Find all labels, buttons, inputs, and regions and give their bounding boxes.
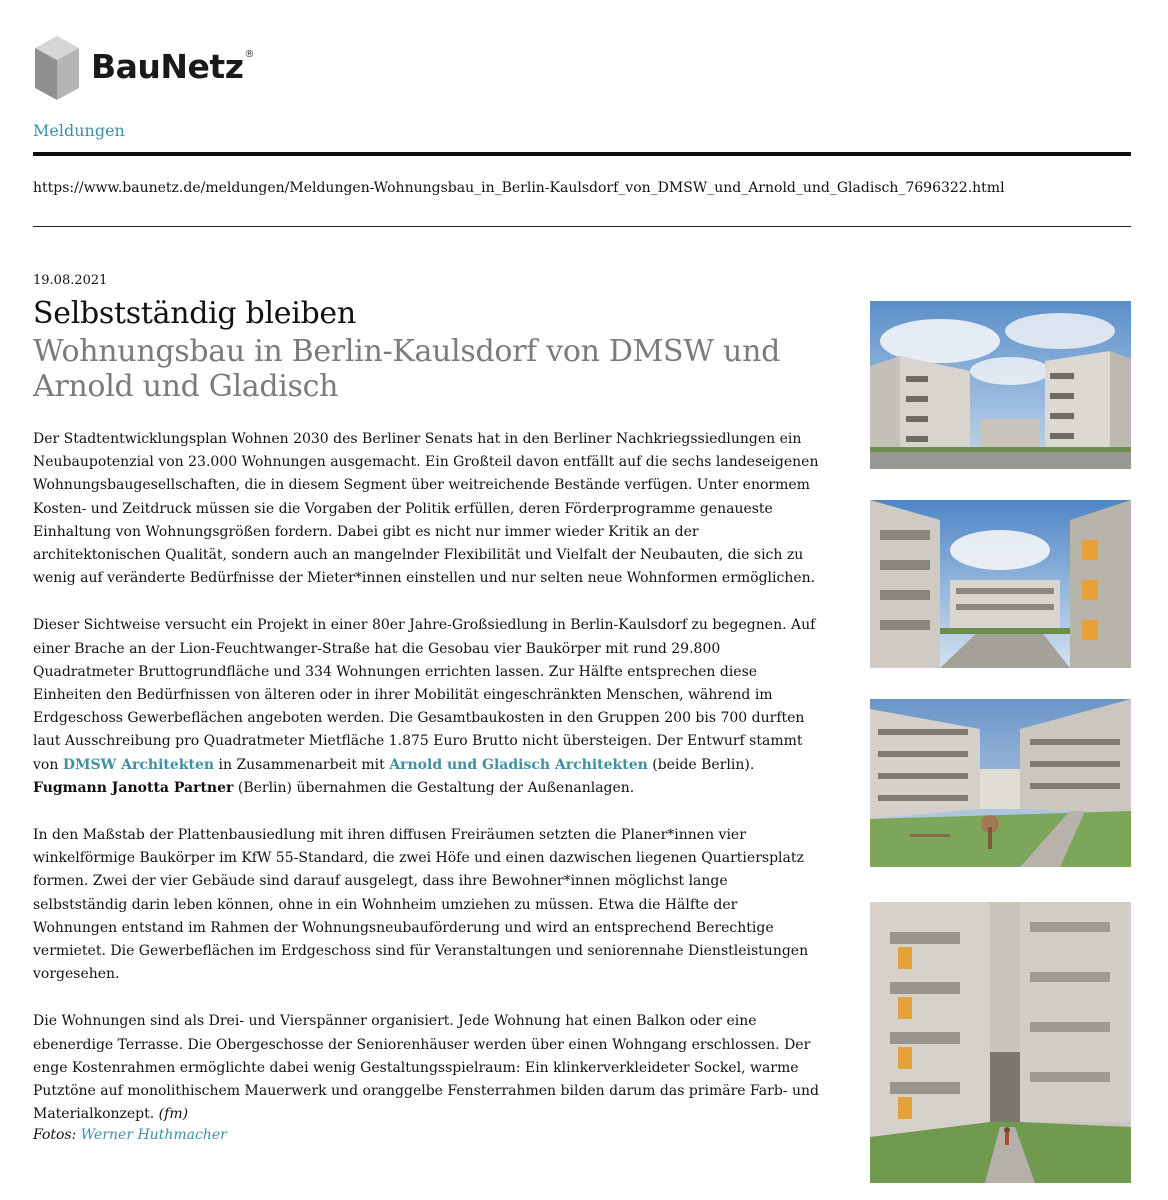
photo-3[interactable] [870,699,1131,867]
logo-wordmark: BauNetz [91,46,244,86]
logo-cube-icon [33,34,81,102]
article-url: https://www.baunetz.de/meldungen/Meldungen-Wohnungsbau_in_Berlin-Kaulsdorf_von_DMSW_und_Arnold_und_Gladisch_7696322.html [33,180,1005,196]
fugmann-janotta-partner: Fugmann Janotta Partner [33,779,234,796]
section-link-meldungen[interactable]: Meldungen [33,121,125,140]
article-body [33,428,823,1150]
link-dmsw-architekten[interactable]: DMSW Architekten [62,756,215,773]
article-date: 19.08.2021 [33,273,108,288]
article-subtitle: Wohnungsbau in Berlin-Kaulsdorf von DMSW und Arnold und Gladisch [33,334,780,404]
paragraph-2 [33,614,823,800]
photo-caption [33,1127,227,1143]
caption-label: Fotos: [33,1127,77,1143]
paragraph-2-text-c: (beide Berlin). [647,756,755,773]
author-initials: (fm) [158,1106,189,1123]
article-title: Selbstständig bleiben [33,296,356,331]
paragraph-2-text-a: Dieser Sichtweise versucht ein Projekt in einer 80er Jahre-Großsiedlung in Berlin-Kaulsdorf zu begegnen. Auf einer Brache an der Lion-Feuchtwanger-Straße hat die Gesobau vier Baukörper mit rund 29.800 Quadratmeter Bruttogrundfläche und 334 Wohnungen errichten lassen. Zur Hälfte entsprechen diese Einheiten den Bedürfnissen von älteren oder in ihrer Mobilität eingeschränkten Menschen, während im Erdgeschoss Gewerbeflächen angeboten werden. Die Gesamtbaukosten in den Gruppen 200 bis 700 durften laut Ausschreibung pro Quadratmeter Mietfläche 1.875 Euro Brutto nicht übersteigen. Der Entwurf stammt von [33,617,816,773]
paragraph-1: Der Stadtentwicklungsplan Wohnen 2030 des Berliner Senats hat in den Berliner Nachkriegssiedlungen ein Neubaupotenzial von 23.000 Wohnungen ausgemacht. Ein Großteil davon entfällt auf die sechs landeseigenen Wohnungsbaugesellschaften, die in diesem Segment über weitreichende Bestände verfügen. Unter enormem Kosten- und Zeitdruck müssen sie die Vorgaben der Politik erfüllen, deren Förderprogramme genaueste Einhaltung von Wohnungsgrößen fordern. Dabei gibt es nicht nur immer wieder Kritik an der architektonischen Qualität, sondern auch an mangelnder Flexibilität und Vielfalt der Neubauten, die sich zu wenig auf veränderte Bedürfnisse der Mieter*innen einstellen und nur selten neue Wohnformen ermöglichen. [33,431,819,587]
link-arnold-gladisch-architekten[interactable]: Arnold und Gladisch Architekten [389,756,648,773]
paragraph-4 [33,1010,823,1126]
url-divider [33,226,1131,227]
paragraph-2-text-d: (Berlin) übernahmen die Gestaltung der Außenanlagen. [233,779,635,796]
header-divider [33,152,1131,156]
paragraph-2-text-b: in Zusammenarbeit mit [214,756,390,773]
registered-mark: ® [244,48,255,60]
photo-2[interactable] [870,500,1131,668]
paragraph-4-text: Die Wohnungen sind als Drei- und Vierspänner organisiert. Jede Wohnung hat einen Balkon oder eine ebenerdige Terrasse. Die Obergeschosse der Seniorenhäuser werden über einen Wohngang erschlossen. Der enge Kostenrahmen ermöglichte dabei wenig Gestaltungsspielraum: Ein klinkerverkleideter Sockel, warme Putztöne auf monolithischem Mauerwerk und oranggelbe Fensterrahmen bilden darum das primäre Farb- und Materialkonzept. [33,1013,819,1123]
photo-1[interactable] [870,301,1131,469]
photographer-link[interactable]: Werner Huthmacher [80,1127,227,1143]
baunetz-logo[interactable] [33,34,254,102]
photo-4[interactable] [870,902,1131,1183]
paragraph-3: In den Maßstab der Plattenbausiedlung mit ihren diffusen Freiräumen setzten die Planer*innen vier winkelförmige Baukörper im KfW 55-Standard, die zwei Höfe und einen dazwischen liegenen Quartiersplatz formen. Zwei der vier Gebäude sind darauf ausgelegt, dass ihre Bewohner*innen möglichst lange selbstständig darin leben können, ohne in ein Wohnheim umziehen zu müssen. Etwa die Hälfte der Wohnungen entstand im Rahmen der Wohnungsneubauförderung und wird an entsprechend Berechtige vermietet. Die Gewerbeflächen im Erdgeschoss sind für Veranstaltungen und seniorennahe Dienstleistungen vorgesehen. [33,827,809,983]
